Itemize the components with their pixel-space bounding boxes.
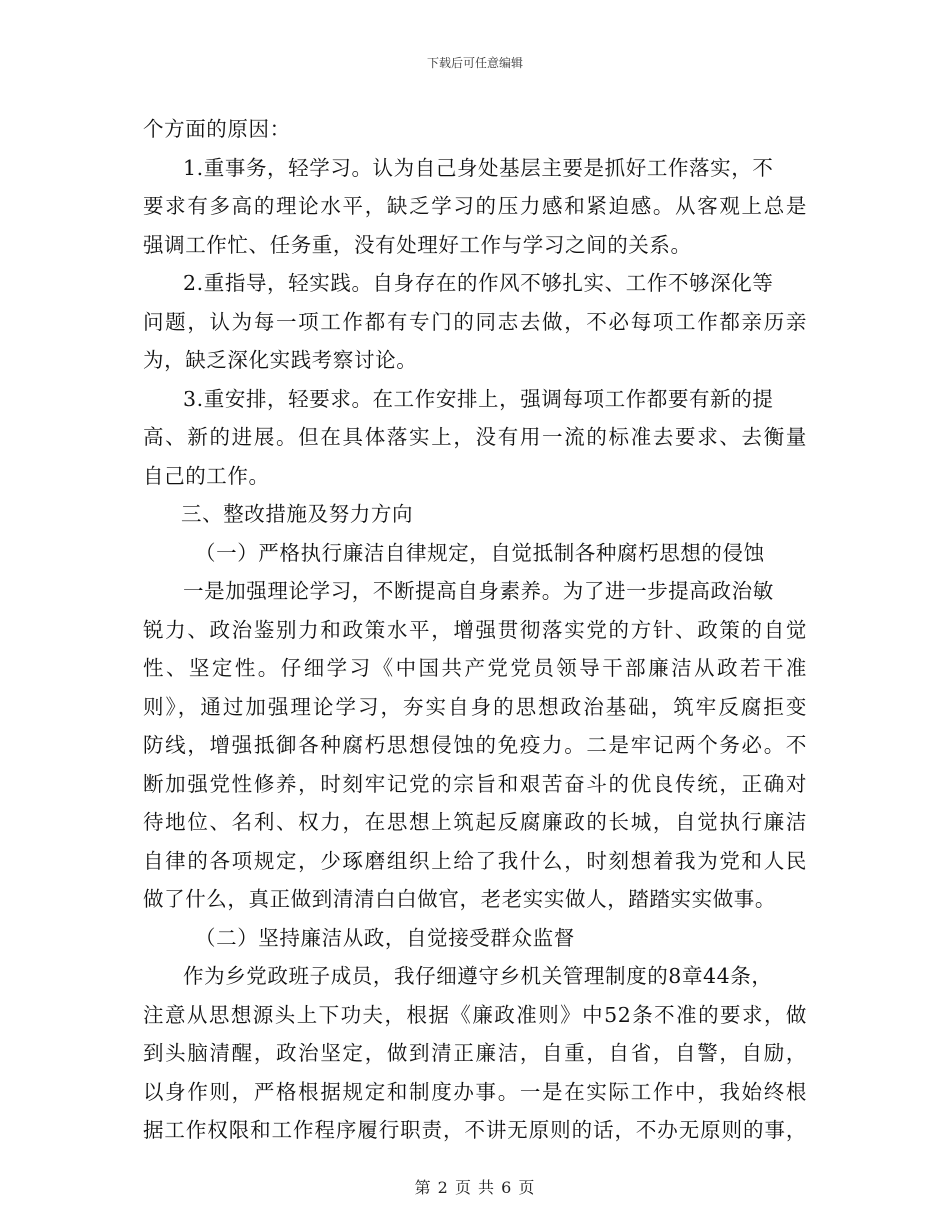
- text-line: 为，缺乏深化实践考察讨论。: [143, 348, 418, 372]
- text-line: 自律的各项规定，少琢磨组织上给了我什么，时刻想着我为党和人民: [143, 848, 807, 873]
- text-line: 一是加强理论学习，不断提高自身素养。为了进一步提高政治敏: [183, 579, 774, 603]
- text-line: 防线，增强抵御各种腐朽思想侵蚀的免疫力。二是牢记两个务必。不: [143, 733, 807, 757]
- section-heading: 三、整改措施及努力方向: [181, 502, 414, 526]
- text-line: 待地位、名利、权力，在思想上筑起反腐廉政的长城，自觉执行廉洁: [143, 810, 807, 834]
- document-body: [143, 110, 807, 1150]
- text-line: 自己的工作。: [143, 463, 270, 488]
- text-line: 据工作权限和工作程序履行职责，不讲无原则的话，不办无原则的事，: [143, 1118, 807, 1142]
- page-number-footer: 第 2 页 共 6 页: [414, 1178, 536, 1197]
- text-line: 做了什么，真正做到清清白白做官，老老实实做人，踏踏实实做事。: [143, 887, 776, 911]
- text-line: 3.重安排，轻要求。在工作安排上，强调每项工作都要有新的提: [183, 386, 774, 411]
- text-line: 强调工作忙、任务重，没有处理好工作与学习之间的关系。: [143, 232, 692, 257]
- text-line: 作为乡党政班子成员，我仔细遵守乡机关管理制度的8章44条，: [183, 964, 773, 988]
- page-header: 下载后可任意编辑: [426, 56, 523, 70]
- text-line: 注意从思想源头上下功夫，根据《廉政准则》中52条不准的要求，做: [143, 1002, 807, 1027]
- text-line: 以身作则，严格根据规定和制度办事。一是在实际工作中，我始终根: [143, 1079, 807, 1104]
- text-line: 断加强党性修养，时刻牢记党的宗旨和艰苦奋斗的优良传统，正确对: [143, 771, 807, 796]
- subsection-heading: （二）坚持廉洁从政，自觉接受群众监督: [195, 925, 575, 950]
- text-line: 则》，通过加强理论学习，夯实自身的思想政治基础，筑牢反腐拒变: [143, 694, 807, 719]
- text-line: 个方面的原因：: [143, 117, 291, 141]
- text-line: 性、坚定性。仔细学习《中国共产党党员领导干部廉洁从政若干准: [143, 656, 807, 680]
- text-line: 2.重指导，轻实践。自身存在的作风不够扎实、工作不够深化等: [183, 271, 774, 295]
- text-line: 1.重事务，轻学习。认为自己身处基层主要是抓好工作落实，不: [183, 155, 774, 180]
- text-line: 高、新的进展。但在具体落实上，没有用一流的标准去要求、去衡量: [143, 425, 807, 449]
- text-line: 锐力、政治鉴别力和政策水平，增强贯彻落实党的方针、政策的自觉: [143, 617, 807, 642]
- text-line: 要求有多高的理论水平，缺乏学习的压力感和紧迫感。从客观上总是: [143, 194, 807, 218]
- subsection-heading: （一）严格执行廉洁自律规定，自觉抵制各种腐朽思想的侵蚀: [195, 540, 765, 565]
- text-line: 问题，认为每一项工作都有专门的同志去做，不必每项工作都亲历亲: [143, 309, 807, 334]
- text-line: 到头脑清醒，政治坚定，做到清正廉洁，自重，自省，自警，自励，: [143, 1041, 807, 1065]
